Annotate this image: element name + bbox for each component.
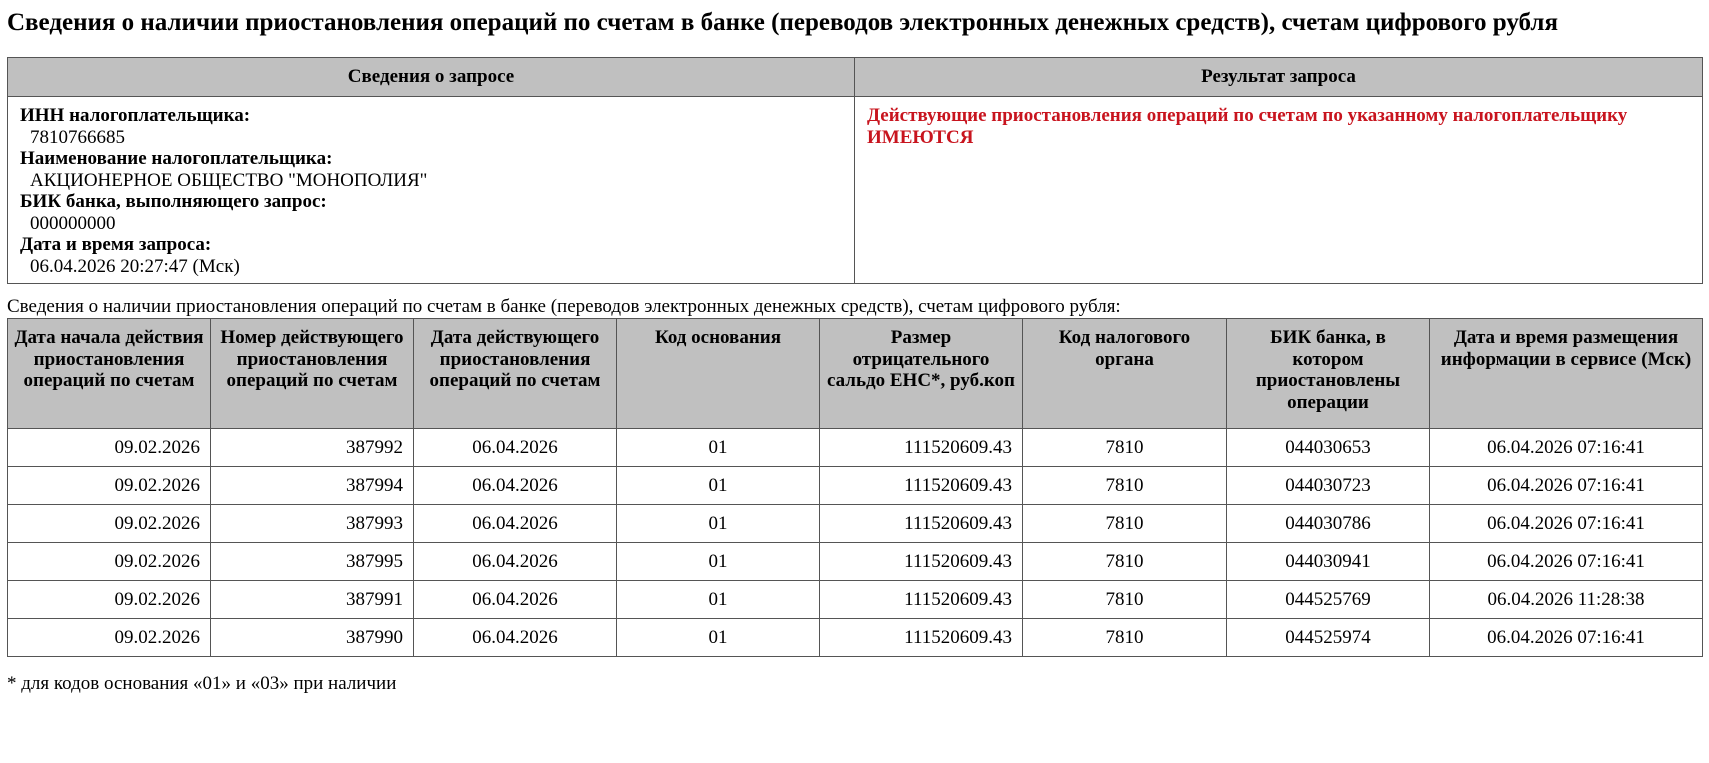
cell-suspension-date: 06.04.2026 (414, 429, 617, 467)
table-row (8, 581, 1703, 619)
cell-start-date: 09.02.2026 (8, 581, 211, 619)
column-header-negative-balance: Размер отрицательного сальдо ЕНС*, руб.коп (820, 319, 1023, 429)
cell-tax-authority-code: 7810 (1023, 543, 1227, 581)
query-info-header: Сведения о запросе (8, 58, 855, 97)
cell-suspension-number: 387991 (211, 581, 414, 619)
cell-tax-authority-code: 7810 (1023, 505, 1227, 543)
cell-posted-datetime: 06.04.2026 07:16:41 (1430, 619, 1703, 657)
cell-start-date: 09.02.2026 (8, 429, 211, 467)
table-row (8, 619, 1703, 657)
cell-suspension-date: 06.04.2026 (414, 543, 617, 581)
cell-suspension-number: 387994 (211, 467, 414, 505)
query-result-cell (855, 97, 1703, 284)
inn-value: 7810766685 (30, 126, 125, 148)
cell-suspension-number: 387993 (211, 505, 414, 543)
query-result-header: Результат запроса (855, 58, 1703, 97)
cell-posted-datetime: 06.04.2026 07:16:41 (1430, 429, 1703, 467)
query-body-row (8, 97, 1703, 284)
cell-posted-datetime: 06.04.2026 07:16:41 (1430, 467, 1703, 505)
document (7, 0, 1702, 695)
column-header-tax-authority-code: Код налогового органа (1023, 319, 1227, 429)
cell-posted-datetime: 06.04.2026 07:16:41 (1430, 505, 1703, 543)
cell-negative-balance: 111520609.43 (820, 429, 1023, 467)
cell-bank-bik: 044030653 (1227, 429, 1430, 467)
cell-negative-balance: 111520609.43 (820, 543, 1023, 581)
table-row (8, 543, 1703, 581)
cell-negative-balance: 111520609.43 (820, 467, 1023, 505)
cell-suspension-number: 387990 (211, 619, 414, 657)
cell-basis-code: 01 (617, 581, 820, 619)
column-header-suspension-date: Дата действующего приостановления операций по счетам (414, 319, 617, 429)
taxpayer-name-value: АКЦИОНЕРНОЕ ОБЩЕСТВО "МОНОПОЛИЯ" (30, 169, 428, 191)
cell-suspension-number: 387992 (211, 429, 414, 467)
cell-bank-bik: 044030723 (1227, 467, 1430, 505)
cell-tax-authority-code: 7810 (1023, 581, 1227, 619)
cell-start-date: 09.02.2026 (8, 543, 211, 581)
request-datetime-label: Дата и время запроса: (20, 234, 212, 255)
footnote: * для кодов основания «01» и «03» при наличии (7, 673, 397, 694)
cell-suspension-date: 06.04.2026 (414, 505, 617, 543)
query-header-row (8, 58, 1703, 97)
table-header-row (8, 319, 1703, 429)
page-title: Сведения о наличии приостановления операций по счетам в банке (переводов электронных денежных средств), счетам цифрового рубля (7, 9, 1558, 36)
cell-bank-bik: 044030941 (1227, 543, 1430, 581)
suspensions-table (7, 318, 1703, 657)
cell-bank-bik: 044525769 (1227, 581, 1430, 619)
cell-tax-authority-code: 7810 (1023, 619, 1227, 657)
table-row (8, 429, 1703, 467)
suspensions-caption: Сведения о наличии приостановления операций по счетам в банке (переводов электронных денежных средств), счетам цифрового рубля: (7, 296, 1121, 317)
cell-basis-code: 01 (617, 505, 820, 543)
cell-start-date: 09.02.2026 (8, 467, 211, 505)
cell-basis-code: 01 (617, 619, 820, 657)
column-header-basis-code: Код основания (617, 319, 820, 429)
cell-suspension-date: 06.04.2026 (414, 467, 617, 505)
column-header-bank-bik: БИК банка, в котором приостановлены операции (1227, 319, 1430, 429)
request-datetime-value: 06.04.2026 20:27:47 (Мск) (30, 255, 240, 277)
cell-tax-authority-code: 7810 (1023, 429, 1227, 467)
cell-negative-balance: 111520609.43 (820, 505, 1023, 543)
cell-posted-datetime: 06.04.2026 11:28:38 (1430, 581, 1703, 619)
column-header-start-date: Дата начала действия приостановления операций по счетам (8, 319, 211, 429)
bank-bik-label: БИК банка, выполняющего запрос: (20, 191, 327, 212)
query-result-text: Действующие приостановления операций по счетам по указанному налогоплательщику ИМЕЮТСЯ (867, 105, 1628, 148)
cell-suspension-date: 06.04.2026 (414, 619, 617, 657)
query-info-cell (8, 97, 855, 284)
cell-suspension-number: 387995 (211, 543, 414, 581)
column-header-posted-datetime: Дата и время размещения информации в сервисе (Мск) (1430, 319, 1703, 429)
cell-negative-balance: 111520609.43 (820, 619, 1023, 657)
cell-basis-code: 01 (617, 429, 820, 467)
cell-negative-balance: 111520609.43 (820, 581, 1023, 619)
cell-start-date: 09.02.2026 (8, 619, 211, 657)
table-row (8, 505, 1703, 543)
cell-basis-code: 01 (617, 467, 820, 505)
cell-basis-code: 01 (617, 543, 820, 581)
cell-start-date: 09.02.2026 (8, 505, 211, 543)
cell-bank-bik: 044525974 (1227, 619, 1430, 657)
bank-bik-value: 000000000 (30, 212, 116, 234)
query-info-table (7, 57, 1703, 284)
table-body (8, 429, 1703, 657)
cell-posted-datetime: 06.04.2026 07:16:41 (1430, 543, 1703, 581)
column-header-suspension-number: Номер действующего приостановления операций по счетам (211, 319, 414, 429)
inn-label: ИНН налогоплательщика: (20, 105, 251, 126)
cell-bank-bik: 044030786 (1227, 505, 1430, 543)
cell-suspension-date: 06.04.2026 (414, 581, 617, 619)
taxpayer-name-label: Наименование налогоплательщика: (20, 148, 333, 169)
cell-tax-authority-code: 7810 (1023, 467, 1227, 505)
table-row (8, 467, 1703, 505)
